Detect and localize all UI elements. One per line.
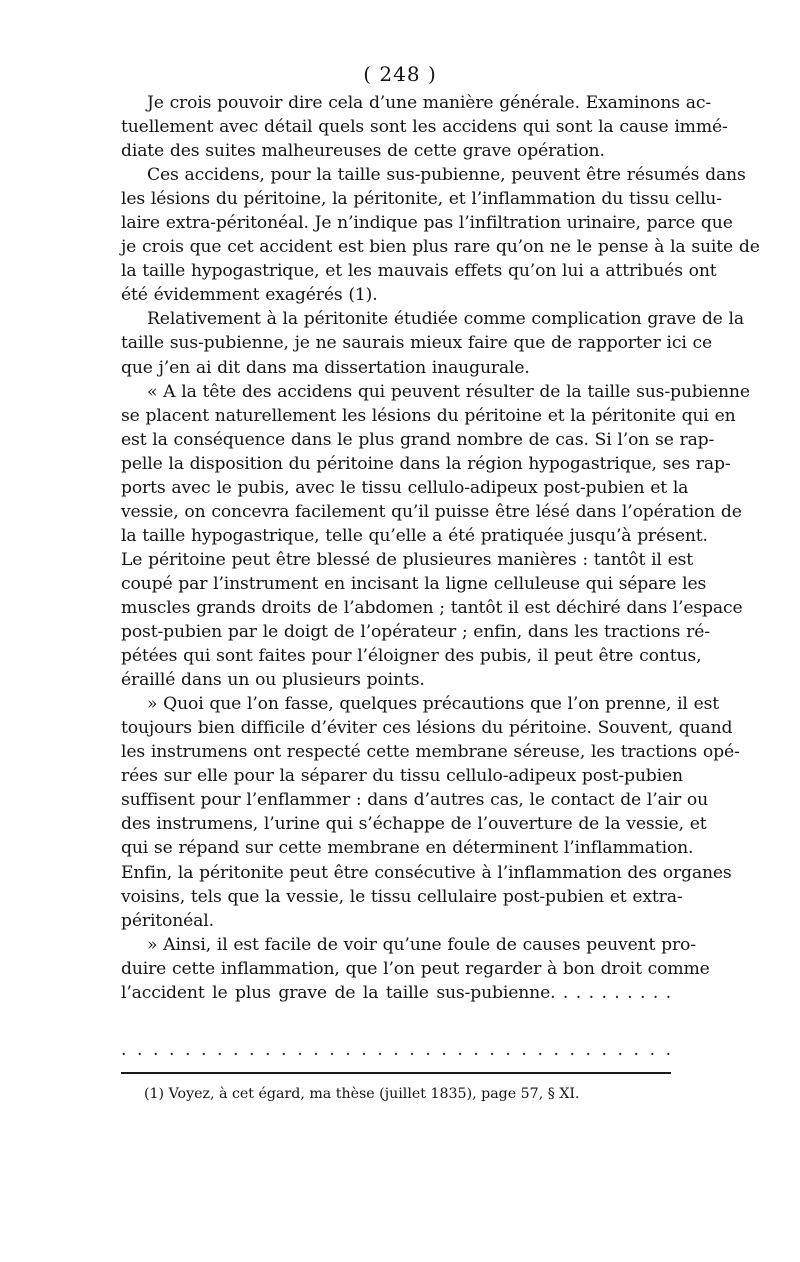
footnote-separator-rule: [121, 1072, 671, 1074]
text-line: les instrumens ont respecté cette membrane séreuse, les tractions opé-: [121, 742, 740, 763]
text-line: duire cette inflammation, que l’on peut regarder à bon droit comme: [121, 958, 710, 979]
text-line: je crois que cet accident est bien plus rare qu’on ne le pense à la suite de: [121, 237, 760, 258]
text-line: Le péritoine peut être blessé de plusieures manières : tantôt il est: [121, 549, 694, 570]
text-line: Je crois pouvoir dire cela d’une manière générale. Examinons ac-: [147, 93, 711, 113]
text-line: rées sur elle pour la séparer du tissu cellulo-adipeux post-pubien: [121, 766, 683, 787]
text-line: taille sus-pubienne, je ne saurais mieux faire que de rapporter ici ce: [121, 333, 712, 354]
text-line: coupé par l’instrument en incisant la ligne celluleuse qui sépare les: [121, 573, 707, 594]
text-line: l’accident le plus grave de la taille sus-pubienne. . . . . . . . . .: [121, 982, 671, 1003]
text-line: péritonéal.: [121, 910, 214, 931]
text-line: vessie, on concevra facilement qu’il puisse être lésé dans l’opération de: [121, 501, 742, 522]
text-line: « A la tête des accidens qui peuvent résulter de la taille sus-pubienne: [147, 381, 750, 402]
text-line: les lésions du péritoine, la péritonite, et l’inflammation du tissu cellu-: [121, 189, 722, 210]
text-line: suffisent pour l’enflammer : dans d’autres cas, le contact de l’air ou: [121, 790, 708, 811]
dotted-leader-line: . . . . . . . . . . . . . . . . . . . . . . . . . . . . . . . . . . .: [121, 1040, 671, 1060]
text-line: Relativement à la péritonite étudiée comme complication grave de la: [147, 309, 744, 330]
body-text: [121, 91, 760, 1005]
text-line: muscles grands droits de l’abdomen ; tantôt il est déchiré dans l’espace: [121, 597, 743, 618]
text-line: la taille hypogastrique, et les mauvais effets qu’on lui a attribués ont: [121, 261, 717, 282]
text-line: des instrumens, l’urine qui s’échappe de l’ouverture de la vessie, et: [121, 814, 707, 835]
text-line: ports avec le pubis, avec le tissu cellulo-adipeux post-pubien et la: [121, 477, 689, 498]
text-line: laire extra-péritonéal. Je n’indique pas l’infiltration urinaire, parce que: [121, 213, 733, 234]
text-line: pétées qui sont faites pour l’éloigner des pubis, il peut être contus,: [121, 646, 702, 667]
text-line: se placent naturellement les lésions du péritoine et la péritonite qui en: [121, 405, 736, 426]
text-line: diate des suites malheureuses de cette grave opération.: [121, 141, 605, 162]
text-line: la taille hypogastrique, telle qu’elle a été pratiquée jusqu’à présent.: [121, 525, 708, 546]
text-line: éraillé dans un ou plusieurs points.: [121, 670, 425, 691]
text-line: qui se répand sur cette membrane en déterminent l’inflammation.: [121, 838, 694, 859]
text-line: Enfin, la péritonite peut être consécutive à l’inflammation des organes: [121, 862, 732, 883]
text-line: que j’en ai dit dans ma dissertation inaugurale.: [121, 357, 530, 378]
text-line: post-pubien par le doigt de l’opérateur ; enfin, dans les tractions ré-: [121, 622, 710, 643]
text-line: tuellement avec détail quels sont les accidens qui sont la cause immé-: [121, 117, 728, 138]
text-line: » Quoi que l’on fasse, quelques précautions que l’on prenne, il est: [147, 694, 720, 715]
page-number: ( 248 ): [363, 62, 437, 86]
text-line: Ces accidens, pour la taille sus-pubienne, peuvent être résumés dans: [147, 165, 746, 186]
text-line: pelle la disposition du péritoine dans la région hypogastrique, ses rap-: [121, 453, 731, 474]
footnote: (1) Voyez, à cet égard, ma thèse (juillet 1835), page 57, § XI.: [144, 1086, 580, 1102]
text-line: toujours bien difficile d’éviter ces lésions du péritoine. Souvent, quand: [121, 718, 733, 739]
text-line: est la conséquence dans le plus grand nombre de cas. Si l’on se rap-: [121, 429, 715, 450]
text-line: voisins, tels que la vessie, le tissu cellulaire post-pubien et extra-: [121, 886, 683, 907]
text-line: » Ainsi, il est facile de voir qu’une foule de causes peuvent pro-: [147, 934, 696, 955]
text-line: été évidemment exagérés (1).: [121, 285, 378, 306]
